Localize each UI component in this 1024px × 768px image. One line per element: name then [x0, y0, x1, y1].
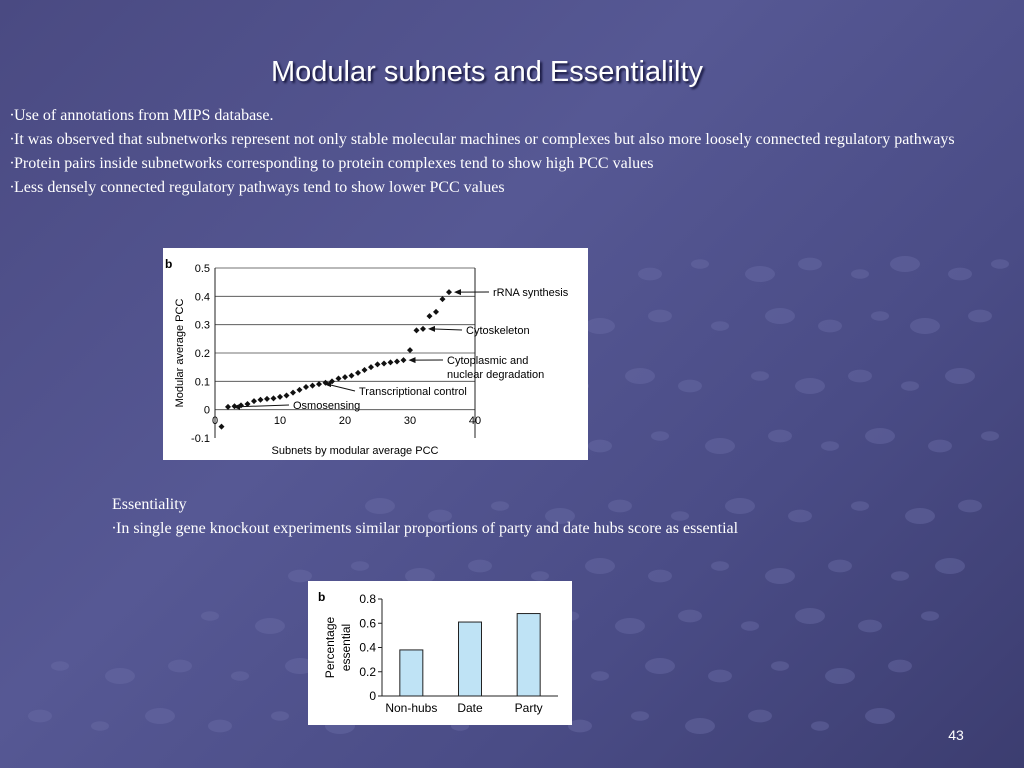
background-dot	[145, 708, 175, 724]
background-dot	[585, 558, 615, 574]
background-dot	[741, 621, 759, 631]
data-point	[427, 313, 433, 319]
background-dot	[255, 618, 285, 634]
x-tick-label: Party	[514, 701, 543, 715]
y-tick-label: 0.8	[359, 592, 376, 606]
data-point	[258, 397, 264, 403]
data-point	[433, 309, 439, 315]
bullet-list	[10, 104, 1005, 200]
bar	[517, 614, 540, 696]
background-dot	[745, 266, 775, 282]
background-dot	[798, 258, 822, 271]
data-point	[355, 370, 361, 376]
background-dot	[231, 671, 249, 681]
background-dot	[865, 428, 895, 444]
x-tick-label: 10	[273, 415, 287, 427]
data-point	[440, 296, 446, 302]
slide-number: 43	[948, 727, 964, 743]
background-dot	[708, 670, 732, 683]
background-dot	[711, 561, 729, 571]
data-point	[264, 396, 270, 402]
background-dot	[711, 321, 729, 331]
background-dot	[691, 259, 709, 269]
data-point	[407, 347, 413, 353]
background-dot	[468, 560, 492, 573]
scatter-figure	[163, 248, 588, 460]
background-dot	[825, 668, 855, 684]
data-point	[310, 383, 316, 389]
y-tick-label: 0.1	[194, 376, 210, 389]
bar-figure	[308, 581, 572, 725]
background-dot	[168, 660, 192, 673]
background-dot	[531, 571, 549, 581]
annotation-label: Transcriptional control	[359, 386, 467, 398]
background-dot	[748, 710, 772, 723]
data-point	[316, 381, 322, 387]
data-point	[277, 394, 283, 400]
background-dot	[271, 711, 289, 721]
x-tick-label: 20	[338, 415, 352, 427]
y-tick-label: 0.3	[194, 319, 210, 332]
panel-label: b	[165, 257, 173, 271]
y-tick-label: 0.2	[359, 664, 376, 679]
background-dot	[631, 711, 649, 721]
y-tick-label: 0	[369, 689, 376, 703]
data-point	[297, 387, 303, 393]
background-dot	[848, 370, 872, 383]
background-dot	[678, 610, 702, 623]
data-point	[362, 367, 368, 373]
y-tick-label: 0.4	[359, 640, 376, 655]
y-tick-label: -0.1	[191, 433, 210, 445]
scatter-chart	[163, 248, 588, 460]
annotation-arrowhead	[454, 289, 461, 295]
background-dot	[991, 259, 1009, 269]
background-dot	[818, 320, 842, 333]
y-axis-label: essential	[339, 623, 353, 672]
data-point	[349, 373, 355, 379]
background-dot	[678, 380, 702, 393]
background-dot	[648, 310, 672, 323]
bar	[459, 622, 482, 696]
panel-label: b	[318, 590, 326, 604]
background-dot	[351, 561, 369, 571]
bullet-mips-annotations: ∙Use of annotations from MIPS database.	[10, 107, 274, 124]
background-dot	[765, 308, 795, 324]
bar-chart	[308, 581, 572, 725]
y-axis-label: Modular average PCC	[174, 298, 186, 408]
background-dot	[751, 371, 769, 381]
data-point	[225, 404, 231, 410]
bullet-pathways-lower-pcc: ∙Less densely connected regulatory pathways tend to show lower PCC values	[10, 179, 505, 196]
background-dot	[865, 708, 895, 724]
bullet-complexes-high-pcc: ∙Protein pairs inside subnetworks corresponding to protein complexes tend to show high PCC values	[10, 155, 654, 172]
background-dot	[585, 318, 615, 334]
data-point	[303, 384, 309, 390]
background-dot	[705, 438, 735, 454]
annotation-label: Osmosensing	[293, 400, 361, 412]
y-tick-label: 0.2	[194, 348, 210, 360]
x-tick-label: 40	[468, 415, 482, 427]
x-tick-label: Non-hubs	[385, 701, 438, 715]
y-tick-label: 0.5	[194, 263, 210, 275]
background-dot	[981, 431, 999, 441]
bullet-subnetworks-observation: ∙It was observed that subnetworks represent not only stable molecular machines or complexes but also more loosely connected regulatory pathways	[10, 131, 955, 148]
background-dot	[948, 268, 972, 281]
background-dot	[828, 560, 852, 573]
background-dot	[91, 721, 109, 731]
data-point	[368, 364, 374, 370]
background-dot	[51, 661, 69, 671]
background-dot	[921, 611, 939, 621]
y-tick-label: 0.6	[359, 616, 376, 631]
background-dot	[208, 720, 232, 733]
background-dot	[851, 269, 869, 279]
annotation-arrowhead	[428, 326, 435, 332]
background-dot	[771, 661, 789, 671]
background-dot	[968, 310, 992, 323]
data-point	[219, 424, 225, 430]
data-point	[375, 361, 381, 367]
background-dot	[928, 440, 952, 453]
background-dot	[651, 431, 669, 441]
data-point	[336, 376, 342, 382]
data-point	[290, 390, 296, 396]
annotation-arrow	[431, 329, 462, 330]
y-tick-label: 0.4	[194, 291, 210, 304]
annotation-arrow	[236, 405, 289, 407]
background-dot	[910, 318, 940, 334]
data-point	[271, 395, 277, 401]
background-dot	[890, 256, 920, 272]
data-point	[342, 374, 348, 380]
background-dot	[858, 620, 882, 633]
y-tick-label: 0	[203, 404, 210, 417]
background-dot	[811, 721, 829, 731]
data-point	[401, 357, 407, 363]
background-dot	[945, 368, 975, 384]
annotation-label: rRNA synthesis	[493, 287, 569, 299]
annotation-label: nuclear degradation	[447, 369, 545, 381]
bar	[400, 650, 423, 696]
annotation-label: Cytoplasmic and	[447, 355, 529, 367]
y-axis-label: Percentage	[323, 616, 337, 679]
data-point	[381, 360, 387, 366]
background-dot	[648, 570, 672, 583]
background-dot	[685, 718, 715, 734]
background-dot	[645, 658, 675, 674]
x-axis-label: Subnets by modular average PCC	[271, 445, 439, 457]
data-point	[284, 393, 290, 399]
background-dot	[105, 668, 135, 684]
background-dot	[795, 608, 825, 624]
essentiality-heading: Essentiality	[112, 496, 187, 513]
background-dot	[588, 440, 612, 453]
data-point	[446, 289, 452, 295]
annotation-label: Cytoskeleton	[466, 325, 530, 337]
background-dot	[591, 671, 609, 681]
background-dot	[765, 568, 795, 584]
background-dot	[201, 611, 219, 621]
essentiality-section	[112, 493, 992, 541]
x-tick-label: 0	[211, 415, 219, 427]
annotation-arrowhead	[409, 357, 416, 363]
essentiality-bullet: ∙In single gene knockout experiments similar proportions of party and date hubs score as essential	[112, 520, 739, 537]
background-dot	[891, 571, 909, 581]
background-dot	[871, 311, 889, 321]
background-dot	[795, 378, 825, 394]
background-dot	[888, 660, 912, 673]
background-dot	[935, 558, 965, 574]
background-dot	[901, 381, 919, 391]
data-point	[414, 327, 420, 333]
data-point	[388, 359, 394, 365]
slide-title: Modular subnets and Essentialilty	[270, 56, 703, 88]
background-dot	[821, 441, 839, 451]
background-dot	[615, 618, 645, 634]
data-point	[251, 398, 257, 404]
background-dot	[625, 368, 655, 384]
background-dot	[768, 430, 792, 443]
data-point	[420, 326, 426, 332]
background-dot	[28, 710, 52, 723]
data-point	[394, 359, 400, 365]
annotation-arrow	[327, 384, 355, 391]
x-tick-label: 30	[403, 415, 417, 427]
background-dot	[638, 268, 662, 281]
x-tick-label: Date	[457, 701, 483, 715]
